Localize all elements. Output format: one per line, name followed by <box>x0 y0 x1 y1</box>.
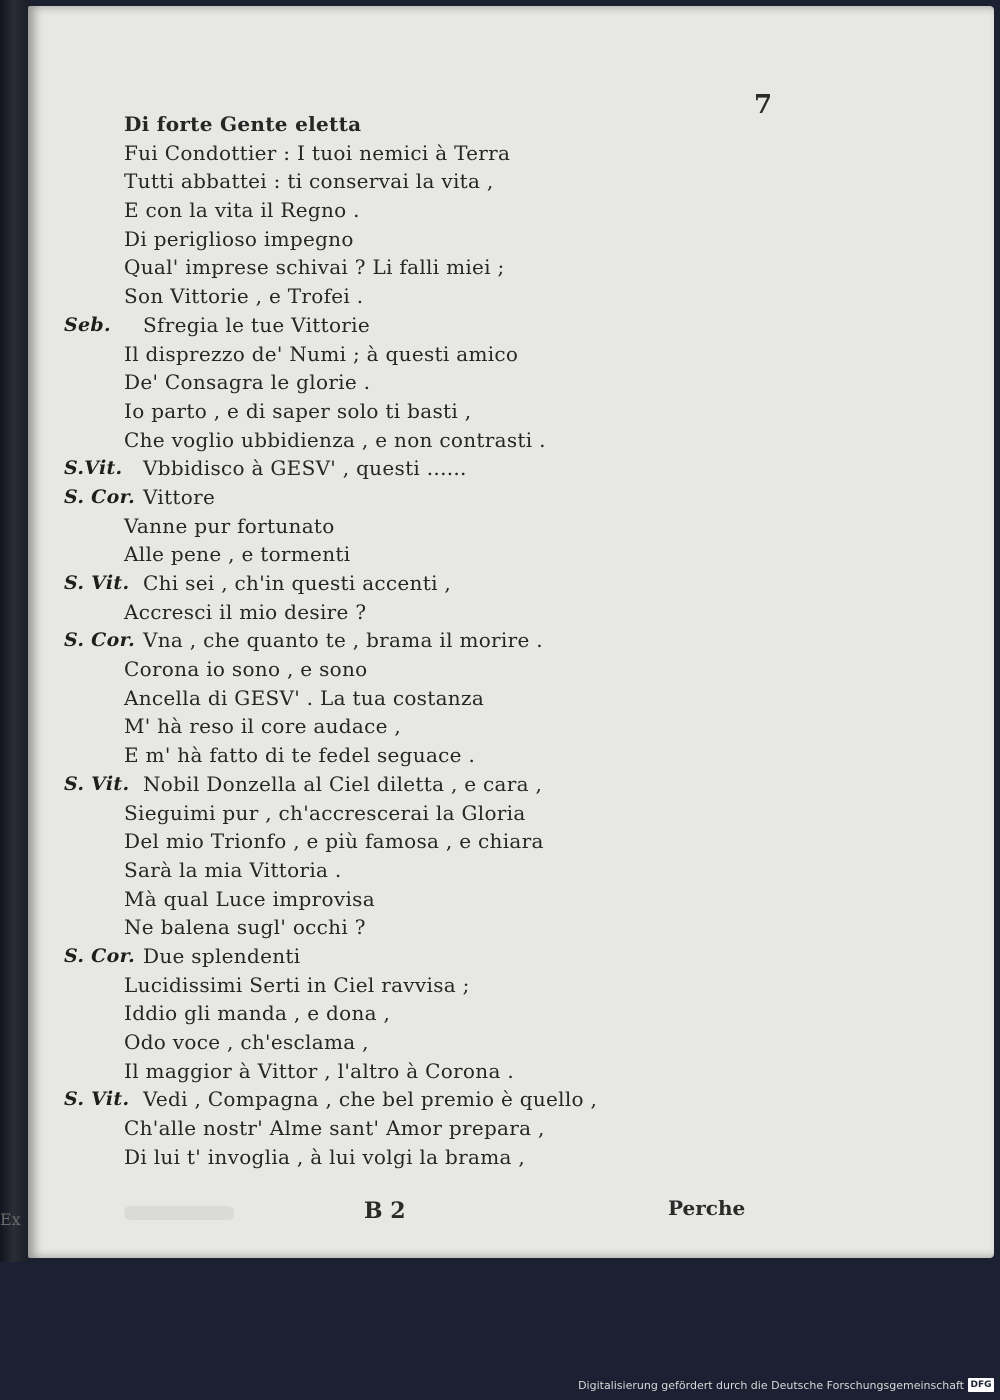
verse-line <box>28 942 994 971</box>
verse-text: Due splendenti <box>143 943 301 968</box>
verse-text: Vbbidisco à GESV' , questi ...... <box>143 456 467 481</box>
verse-line <box>28 712 994 741</box>
verse-line <box>28 196 994 225</box>
verse-text: E m' hà fatto di te fedel seguace . <box>124 743 476 768</box>
verse-line <box>28 139 994 168</box>
verse-line <box>28 598 994 627</box>
verse-text: Ancella di GESV' . La tua costanza <box>124 685 485 710</box>
verse-line <box>28 827 994 856</box>
verse-text: Di lui t' invoglia , à lui volgi la brama , <box>124 1144 525 1169</box>
verse-line <box>28 770 994 799</box>
verse-text: Sieguimi pur , ch'accrescerai la Gloria <box>124 800 526 825</box>
verse-text: Ne balena sugl' occhi ? <box>124 915 366 940</box>
speaker-label: S. Cor. <box>64 629 136 652</box>
verse-text: Del mio Trionfo , e più famosa , e chiara <box>124 829 544 854</box>
verse-text: Ch'alle nostr' Alme sant' Amor prepara , <box>124 1116 545 1141</box>
verse-text: Di periglioso impegno <box>124 226 354 251</box>
speaker-label: S. Vit. <box>64 772 130 795</box>
verse-line <box>28 1057 994 1086</box>
speaker-label: Seb. <box>64 313 111 336</box>
speaker-label: S.Vit. <box>64 457 123 480</box>
verse-text: Sfregia le tue Vittorie <box>143 312 370 337</box>
verse-text: Tutti abbattei : ti conservai la vita , <box>124 169 494 194</box>
speaker-label: S. Cor. <box>64 485 136 508</box>
verse-text: Accresci il mio desire ? <box>124 599 367 624</box>
verse-line <box>28 885 994 914</box>
verse-line <box>28 483 994 512</box>
verse-text: Vna , che quanto te , brama il morire . <box>143 628 543 653</box>
verse-line <box>28 225 994 254</box>
verse-text: Il maggior à Vittor , l'altro à Corona . <box>124 1058 514 1083</box>
verse-line <box>28 999 994 1028</box>
verse-text: De' Consagra le glorie . <box>124 370 371 395</box>
verse-text: Sarà la mia Vittoria . <box>124 857 342 882</box>
verse-line <box>28 454 994 483</box>
signature-mark: B 2 <box>364 1198 406 1224</box>
verse-line <box>28 569 994 598</box>
ink-smudge <box>124 1206 234 1220</box>
verse-line <box>28 311 994 340</box>
verse-line <box>28 540 994 569</box>
page-number: 7 <box>754 90 773 120</box>
verse-text: Nobil Donzella al Ciel diletta , e cara , <box>143 771 543 796</box>
verse-line <box>28 426 994 455</box>
verse-text: Di forte Gente eletta <box>124 112 362 136</box>
verse-line <box>28 368 994 397</box>
verse-line <box>28 741 994 770</box>
verse-text-block <box>28 110 994 1171</box>
verse-text: E con la vita il Regno . <box>124 198 360 223</box>
verse-text: Io parto , e di saper solo ti basti , <box>124 398 472 423</box>
verse-line <box>28 282 994 311</box>
verse-line <box>28 1143 994 1172</box>
speaker-label: S. Vit. <box>64 572 130 594</box>
catchword: Perche <box>668 1196 746 1220</box>
verse-line <box>28 1085 994 1114</box>
speaker-label: S. Vit. <box>64 1088 130 1111</box>
verse-line <box>28 856 994 885</box>
speaker-label: S. Cor. <box>64 944 136 967</box>
verse-line <box>28 253 994 282</box>
verse-line <box>28 110 994 139</box>
book-page <box>28 6 994 1258</box>
verse-text: Qual' imprese schivai ? Li falli miei ; <box>124 255 505 280</box>
left-margin-fragment: Ex <box>0 1210 21 1229</box>
verse-text: Odo voce , ch'esclama , <box>124 1030 369 1054</box>
verse-text: Son Vittorie , e Trofei . <box>124 284 364 309</box>
verse-text: Lucidissimi Serti in Ciel ravvisa ; <box>124 972 470 997</box>
verse-line <box>28 167 994 196</box>
verse-line <box>28 340 994 369</box>
verse-line <box>28 799 994 828</box>
verse-line <box>28 655 994 684</box>
verse-text: Iddio gli manda , e dona , <box>124 1001 391 1026</box>
verse-text: Che voglio ubbidienza , e non contrasti . <box>124 427 546 452</box>
verse-line <box>28 397 994 426</box>
verse-text: M' hà reso il core audace , <box>124 714 402 739</box>
dfg-logo-icon: DFG <box>968 1378 994 1392</box>
verse-text: Corona io sono , e sono <box>124 657 368 682</box>
verse-text: Vittore <box>143 484 216 509</box>
verse-line <box>28 913 994 942</box>
verse-text: Il disprezzo de' Numi ; à questi amico <box>124 341 519 366</box>
verse-line <box>28 626 994 655</box>
verse-line <box>28 512 994 541</box>
book-spine-edge <box>0 0 30 1262</box>
verse-text: Mà qual Luce improvisa <box>124 886 375 911</box>
verse-line <box>28 1114 994 1143</box>
verse-text: Vedi , Compagna , che bel premio è quello , <box>143 1087 598 1112</box>
verse-text: Alle pene , e tormenti <box>124 542 351 567</box>
verse-line <box>28 684 994 713</box>
verse-text: Chi sei , ch'in questi accenti , <box>143 571 452 595</box>
digitization-footer <box>0 1372 1000 1400</box>
footer-credit: Digitalisierung gefördert durch die Deutsche Forschungsgemeinschaft <box>578 1379 964 1392</box>
verse-line <box>28 1028 994 1057</box>
verse-text: Fui Condottier : I tuoi nemici à Terra <box>124 140 511 165</box>
verse-line <box>28 971 994 1000</box>
verse-text: Vanne pur fortunato <box>124 513 335 538</box>
